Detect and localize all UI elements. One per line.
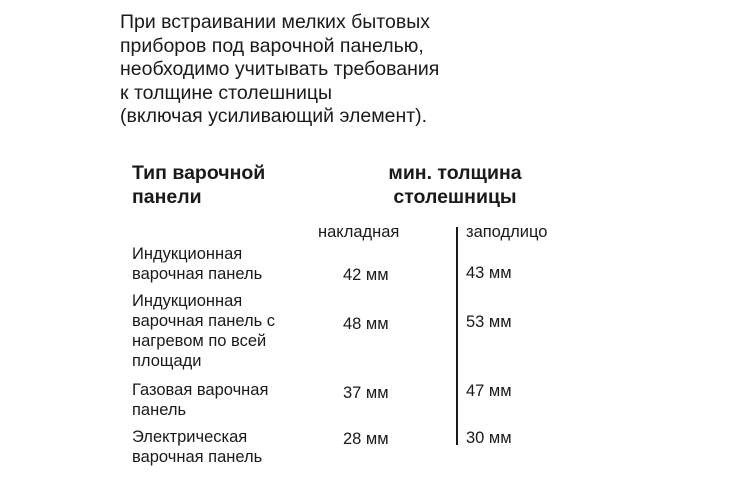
intro-paragraph (120, 11, 720, 129)
row-label-induction-full-area (132, 291, 275, 371)
value-overlay: 48 мм (343, 315, 389, 333)
row-label-line: Газовая варочная (132, 381, 269, 399)
row-label-gas (132, 380, 268, 420)
header-line: мин. толщина (388, 162, 522, 184)
row-label-line: варочная панель с (132, 312, 276, 330)
intro-line: к толщине столешницы (120, 81, 333, 104)
column-header-min-thickness (370, 162, 540, 209)
row-label-induction (132, 244, 262, 284)
subheader-overlay: накладная (318, 223, 400, 241)
header-line: Тип варочной (132, 162, 266, 184)
intro-line: приборов под варочной панелью, (120, 34, 424, 57)
row-label-line: варочная панель (132, 265, 263, 283)
row-label-line: Индукционная (132, 245, 243, 263)
value-flush: 43 мм (466, 264, 512, 282)
row-label-line: Электрическая (132, 428, 248, 446)
subheader-flush: заподлицо (466, 223, 548, 241)
header-line: столешницы (393, 185, 517, 208)
column-divider (456, 227, 458, 445)
row-label-line: площади (132, 352, 202, 370)
value-overlay: 28 мм (343, 430, 389, 448)
row-label-line: Индукционная (132, 292, 243, 310)
value-flush: 30 мм (466, 429, 512, 447)
value-overlay: 37 мм (343, 384, 389, 402)
value-flush: 47 мм (466, 382, 512, 400)
row-label-line: варочная панель (132, 448, 263, 466)
column-header-hob-type (132, 162, 265, 209)
intro-line: (включая усиливающий элемент). (120, 105, 428, 127)
row-label-electric (132, 427, 262, 467)
row-label-line: панель (132, 401, 187, 419)
value-overlay: 42 мм (343, 266, 389, 284)
row-label-line: нагревом по всей (132, 332, 267, 350)
intro-line: необходимо учитывать требования (120, 58, 440, 80)
header-line: панели (132, 185, 202, 208)
value-flush: 53 мм (466, 313, 512, 331)
intro-line: При встраивании мелких бытовых (120, 11, 430, 33)
